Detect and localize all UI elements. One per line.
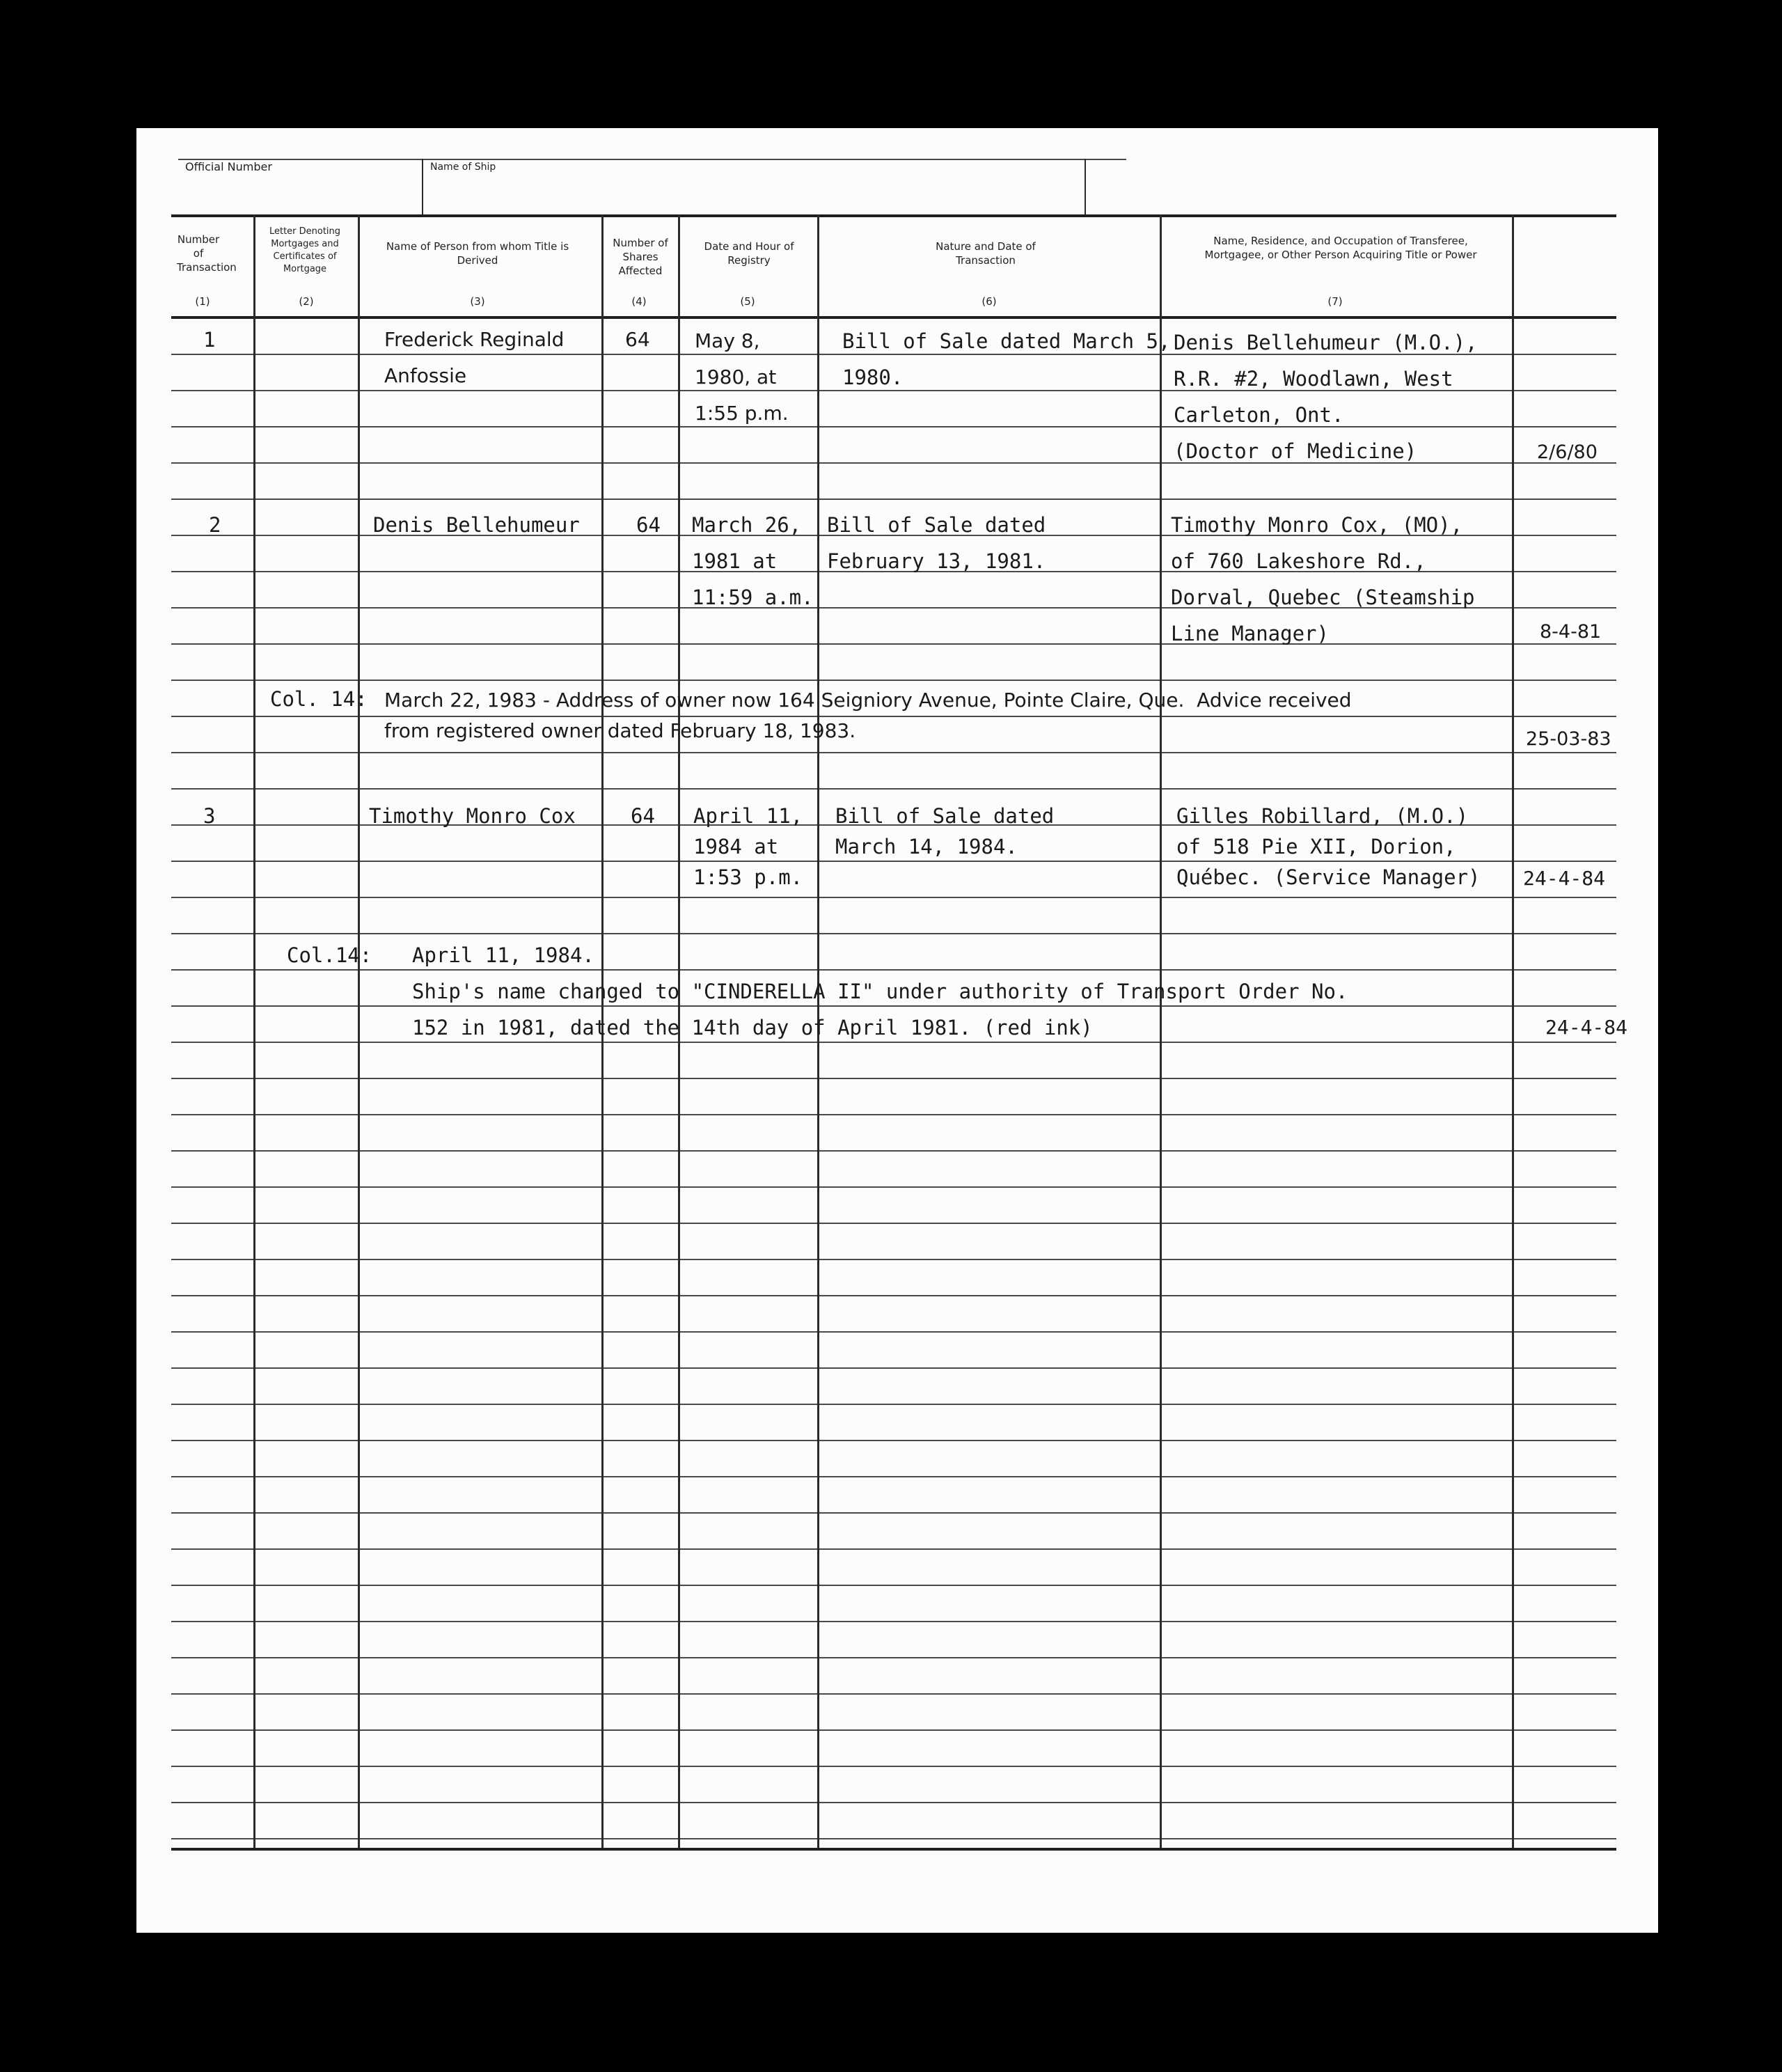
ruled-line	[171, 1729, 1616, 1731]
ruled-line	[171, 1548, 1616, 1550]
entry-3-nature: Bill of Sale dated March 14, 1984.	[835, 804, 1055, 858]
entry-2-registry: March 26, 1981 at 11:59 a.m.	[692, 513, 814, 609]
ruled-line	[171, 1223, 1616, 1224]
entry-2-nature: Bill of Sale dated February 13, 1981.	[827, 513, 1046, 573]
ruled-line	[171, 1802, 1616, 1803]
ruled-line	[171, 499, 1616, 500]
entry-2-shares: 64	[636, 513, 661, 537]
ruled-line	[171, 752, 1616, 753]
col-header-1: Number of Transaction	[177, 233, 237, 274]
note-2-label: Col.14:	[287, 943, 372, 967]
ruled-line	[171, 1331, 1616, 1333]
note-1-label: Col. 14:	[270, 687, 368, 711]
header-box-divider	[422, 159, 423, 216]
ruled-line	[171, 1440, 1616, 1441]
note-2-date: 24-4-84	[1545, 1016, 1628, 1039]
ruled-line	[171, 1766, 1616, 1767]
col-header-7: Name, Residence, and Occupation of Transferee, Mortgagee, or Other Person Acquiring Title or Power	[1204, 235, 1477, 261]
ruled-line	[171, 1078, 1616, 1079]
entry-1-registry: May 8, 1980, at 1:55 p.m.	[695, 329, 789, 425]
col-number-5: (5)	[740, 295, 755, 308]
note-1-text: March 22, 1983 - Address of owner now 164 Seigniory Avenue, Pointe Claire, Que. Advice received from registered owner dated February 18, 1983.	[384, 689, 1352, 742]
table-top-line	[171, 214, 1616, 217]
entry-1-number: 1	[203, 328, 216, 352]
entry-1-from: Frederick Reginald Anfossie	[384, 328, 565, 387]
ruled-line	[171, 1295, 1616, 1296]
table-bottom-line	[171, 1848, 1616, 1851]
col-number-7: (7)	[1327, 295, 1343, 308]
entry-2-from: Denis Bellehumeur	[373, 513, 580, 537]
entry-1-nature: Bill of Sale dated March 5, 1980.	[842, 329, 1171, 389]
header-box-top-line	[178, 159, 1126, 160]
header-box-right	[1085, 159, 1086, 216]
col-header-2: Letter Denoting Mortgages and Certificates of Mortgage	[269, 226, 341, 274]
entry-3-from: Timothy Monro Cox	[369, 804, 576, 828]
col-divider-2	[358, 214, 360, 1851]
col-number-1: (1)	[195, 295, 210, 308]
ruled-line	[171, 1186, 1616, 1188]
name-of-ship-label: Name of Ship	[430, 162, 496, 173]
entry-2-acquirer: Timothy Monro Cox, (MO), of 760 Lakeshore Rd., Dorval, Quebec (Steamship Line Manager)	[1171, 513, 1475, 645]
note-2-text: April 11, 1984. Ship's name changed to "CINDERELLA II" under authority of Transport Order No. 152 in 1981, dated the 14th day of April 1981. (red ink)	[412, 943, 1348, 1039]
col-number-6: (6)	[981, 295, 997, 308]
col-number-4: (4)	[631, 295, 647, 308]
col-divider-1	[253, 214, 255, 1851]
note-1-date: 25-03-83	[1526, 728, 1611, 750]
ruled-line	[171, 1114, 1616, 1115]
ruled-line	[171, 897, 1616, 898]
ruled-line	[171, 1693, 1616, 1695]
ruled-line	[171, 1621, 1616, 1622]
entry-3-shares: 64	[631, 804, 655, 828]
ruled-line	[171, 1585, 1616, 1586]
header-bottom-line	[171, 316, 1616, 319]
entry-1-shares: 64	[625, 328, 650, 351]
col-number-2: (2)	[299, 295, 314, 308]
entry-3-date: 24-4-84	[1523, 867, 1606, 890]
entry-2-date: 8-4-81	[1540, 621, 1602, 643]
entry-3-acquirer: Gilles Robillard, (M.O.) of 518 Pie XII, Dorion, Québec. (Service Manager)	[1176, 804, 1481, 889]
col-header-6: Nature and Date of Transaction	[936, 240, 1036, 267]
ruled-line	[171, 788, 1616, 790]
col-header-5: Date and Hour of Registry	[704, 240, 794, 267]
ruled-line	[171, 680, 1616, 681]
ruled-line	[171, 1838, 1616, 1839]
entry-3-number: 3	[203, 804, 216, 828]
ruled-line	[171, 1367, 1616, 1369]
entry-1-acquirer: Denis Bellehumeur (M.O.), R.R. #2, Woodlawn, West Carleton, Ont. (Doctor of Medicine)	[1174, 331, 1478, 463]
ruled-line	[171, 1476, 1616, 1477]
entry-2-number: 2	[209, 513, 221, 537]
entry-3-registry: April 11, 1984 at 1:53 p.m.	[693, 804, 803, 889]
official-number-label: Official Number	[185, 160, 272, 173]
col-number-3: (3)	[470, 295, 485, 308]
ruled-line	[171, 1259, 1616, 1260]
ruled-line	[171, 1404, 1616, 1405]
col-header-3: Name of Person from whom Title is Derived	[386, 240, 569, 267]
ruled-line	[171, 1512, 1616, 1514]
col-divider-7	[1512, 214, 1514, 1851]
ruled-line	[171, 1150, 1616, 1152]
entry-1-date: 2/6/80	[1537, 441, 1598, 463]
register-page	[136, 128, 1658, 1933]
col-header-4: Number of Shares Affected	[613, 237, 668, 277]
ruled-line	[171, 933, 1616, 934]
ruled-line	[171, 1657, 1616, 1658]
